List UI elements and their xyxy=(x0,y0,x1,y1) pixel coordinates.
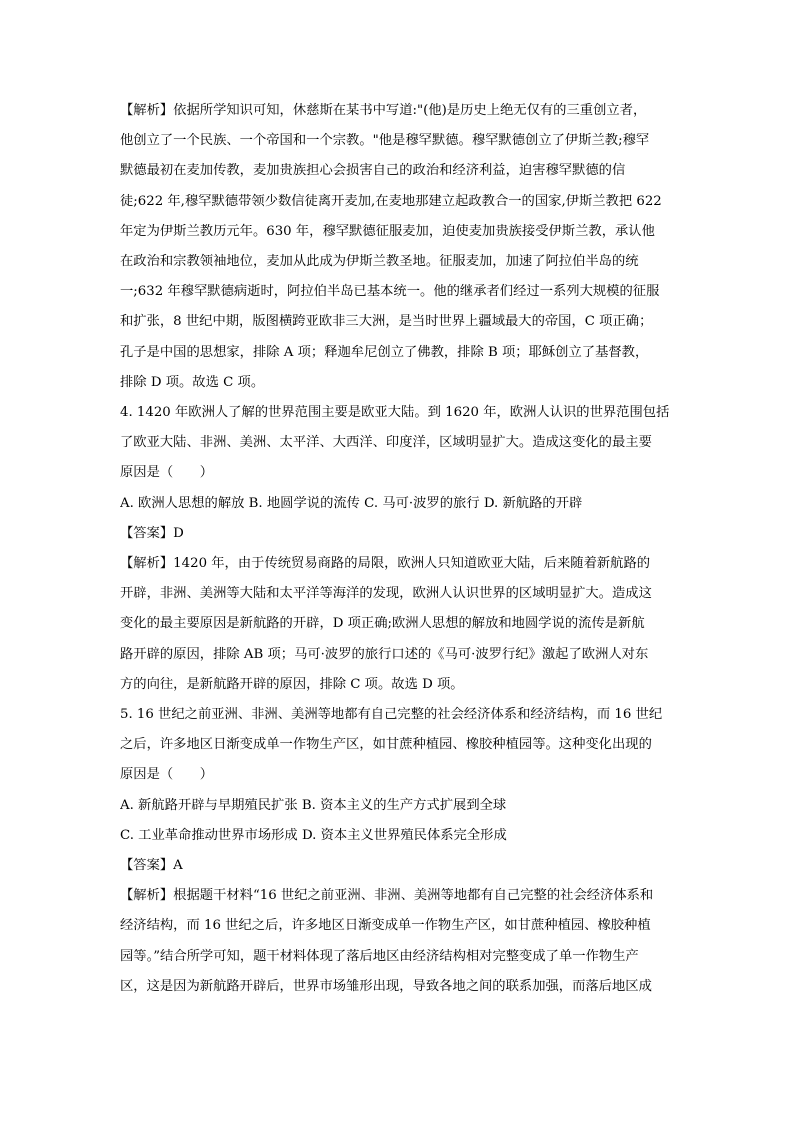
analysis-paragraph-q3 xyxy=(120,96,685,398)
answer-line: 【答案】D xyxy=(120,525,184,541)
text-line: 一;632 年穆罕默德病逝时，阿拉伯半岛已基本统一。他的继承者们经过一系列大规模的征服 xyxy=(120,284,660,300)
question-text-line: 5. 16 世纪之前亚洲、非洲、美洲等地都有自己完整的社会经济体系和经济结构，而 16 世纪 xyxy=(120,707,663,723)
question-text-line: 之后，许多地区日渐变成单一作物生产区，如甘蔗种植园、橡胶种植园等。这种变化出现的 xyxy=(120,737,652,753)
text-line: 【解析】依据所学知识可知，休慈斯在某书中写道:"(他)是历史上绝无仅有的三重创立者， xyxy=(120,103,647,118)
text-line: 【解析】1420 年，由于传统贸易商路的局限，欧洲人只知道欧亚大陆，后来随着新航路的 xyxy=(120,556,651,572)
text-line: 变化的最主要原因是新航路的开辟，D 项正确;欧洲人思想的解放和地圆学说的流传是新航 xyxy=(120,616,645,632)
question-text-line: 原因是（ ） xyxy=(120,767,214,783)
text-line: 孔子是中国的思想家，排除 A 项；释迦牟尼创立了佛教，排除 B 项；耶稣创立了基督教， xyxy=(120,344,649,360)
option-line: C. 工业革命推动世界市场形成 D. 资本主义世界殖民体系完全形成 xyxy=(120,827,507,843)
option-line: A. 新航路开辟与早期殖民扩张 B. 资本主义的生产方式扩展到全球 xyxy=(120,797,507,813)
question-text-line: 原因是（ ） xyxy=(120,465,214,481)
text-line: 年定为伊斯兰教历元年。630 年，穆罕默德征服麦加，迫使麦加贵族接受伊斯兰教，承认他 xyxy=(120,223,655,239)
question-5 xyxy=(120,700,685,791)
text-line: 默德最初在麦加传教，麦加贵族担心会损害自己的政治和经济利益，迫害穆罕默德的信 xyxy=(120,163,626,179)
question-4-options xyxy=(120,489,685,519)
analysis-paragraph-q4 xyxy=(120,549,685,700)
text-line: 经济结构，而 16 世纪之后，许多地区日渐变成单一作物生产区，如甘蔗种植园、橡胶种植 xyxy=(120,918,651,934)
document-page xyxy=(120,96,685,1002)
text-line: 和扩张，8 世纪中期，版图横跨亚欧非三大洲，是当时世界上疆域最大的帝国，C 项正确； xyxy=(120,314,653,330)
answer-q5 xyxy=(120,851,685,881)
answer-line: 【答案】A xyxy=(120,858,183,874)
option-line: A. 欧洲人思想的解放 B. 地圆学说的流传 C. 马可·波罗的旅行 D. 新航路的开辟 xyxy=(120,495,583,511)
text-line: 园等。”结合所学可知，题干材料体现了落后地区由经济结构相对完整变成了单一作物生产 xyxy=(120,948,639,964)
text-line: 路开辟的原因，排除 AB 项；马可·波罗的旅行口述的《马可·波罗行纪》激起了欧洲人对东 xyxy=(120,646,649,662)
analysis-paragraph-q5 xyxy=(120,881,685,1002)
question-4 xyxy=(120,398,685,489)
answer-q4 xyxy=(120,519,685,549)
text-line: 徒;622 年,穆罕默德带领少数信徒离开麦加,在麦地那建立起政教合一的国家,伊斯兰教把 622 xyxy=(120,193,662,209)
text-line: 他创立了一个民族、一个帝国和一个宗教。"他是穆罕默德。穆罕默德创立了伊斯兰教;穆罕 xyxy=(120,133,650,149)
question-5-options xyxy=(120,791,685,851)
text-line: 在政治和宗教领袖地位，麦加从此成为伊斯兰教圣地。征服麦加，加速了阿拉伯半岛的统 xyxy=(120,254,639,270)
question-text-line: 4. 1420 年欧洲人了解的世界范围主要是欧亚大陆。到 1620 年，欧洲人认识的世界范围包括 xyxy=(120,405,670,421)
text-line: 【解析】根据题干材料“16 世纪之前亚洲、非洲、美洲等地都有自己完整的社会经济体系和 xyxy=(120,888,654,904)
text-line: 区，这是因为新航路开辟后，世界市场雏形出现，导致各地之间的联系加强，而落后地区成 xyxy=(120,978,652,994)
text-line: 开辟，非洲、美洲等大陆和太平洋等海洋的发现，欧洲人认识世界的区域明显扩大。造成这 xyxy=(120,586,652,602)
text-line: 排除 D 项。故选 C 项。 xyxy=(120,374,265,390)
text-line: 方的向往，是新航路开辟的原因，排除 C 项。故选 D 项。 xyxy=(120,676,464,692)
question-text-line: 了欧亚大陆、非洲、美洲、太平洋、大西洋、印度洋，区域明显扩大。造成这变化的最主要 xyxy=(120,435,652,451)
